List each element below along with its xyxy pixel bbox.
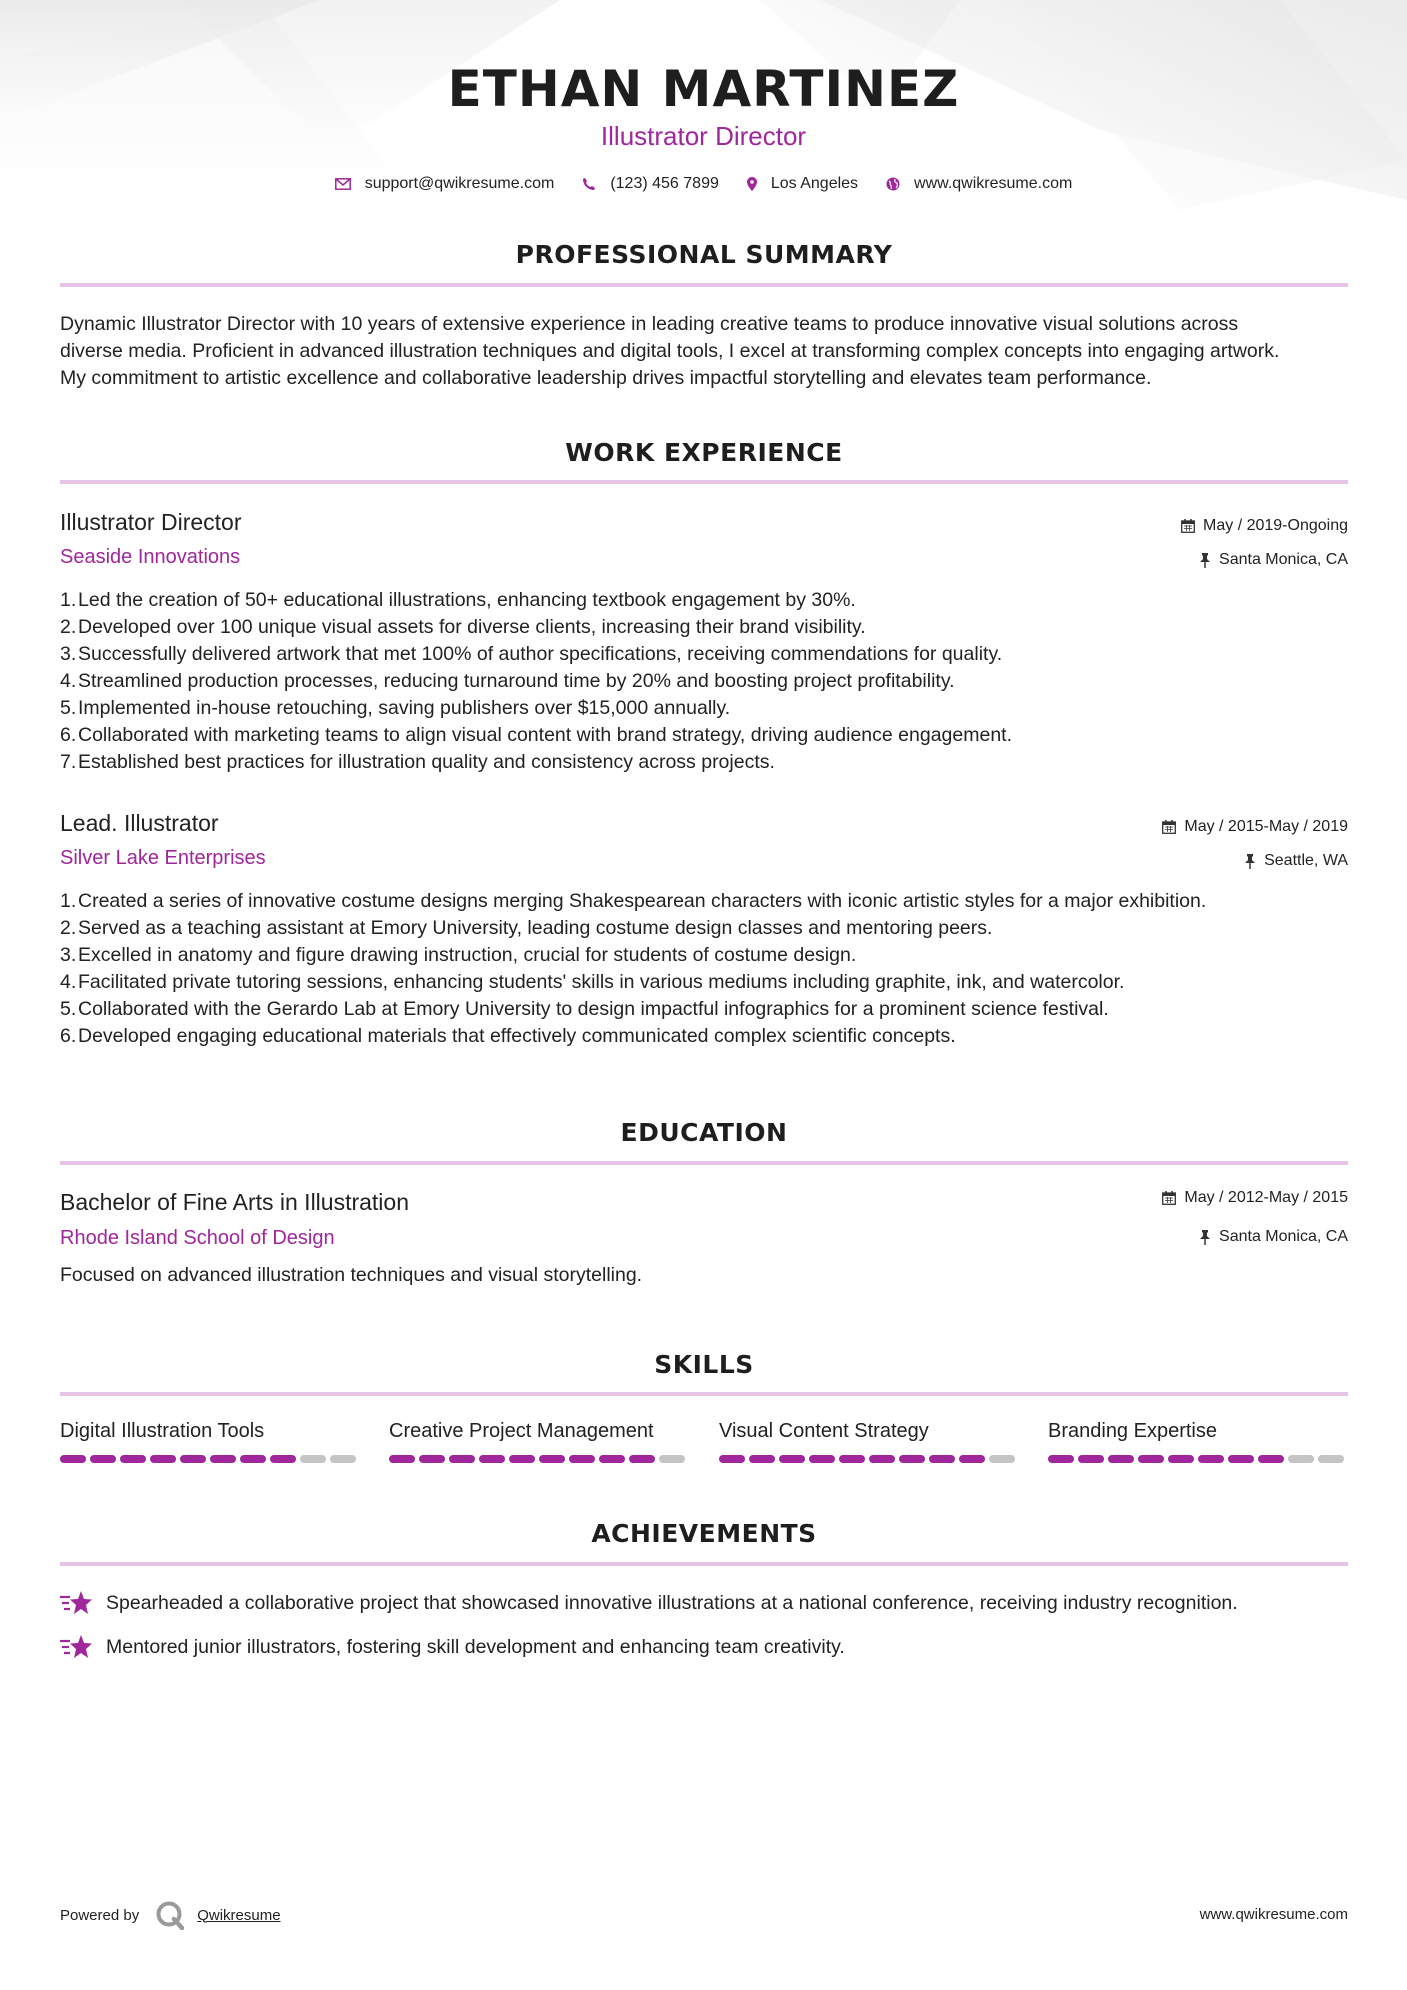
calendar-icon xyxy=(1162,820,1176,834)
skill-segment-filled xyxy=(839,1455,865,1463)
skill-item xyxy=(389,1420,689,1463)
summary-line: My commitment to artistic excellence and collaborative leadership drives impactful storytelling and elevates team performance. xyxy=(60,367,1152,389)
job-location xyxy=(1199,551,1348,569)
skill-name: Branding Expertise xyxy=(1048,1420,1217,1442)
skill-segment-empty xyxy=(300,1455,326,1463)
list-item: 6.Developed engaging educational materials that effectively communicated complex scientific concepts. xyxy=(60,1025,956,1047)
job-role: Lead. Illustrator xyxy=(60,810,219,836)
job-dates-text: May / 2019-Ongoing xyxy=(1203,517,1348,534)
summary-text xyxy=(60,311,1350,392)
skill-segment-empty xyxy=(1288,1455,1314,1463)
education-school: Rhode Island School of Design xyxy=(60,1227,335,1249)
contact-email[interactable] xyxy=(335,175,555,193)
contact-location-text: Los Angeles xyxy=(770,175,859,192)
skill-segment-filled xyxy=(899,1455,925,1463)
skill-segment-filled xyxy=(389,1455,415,1463)
skill-segment-filled xyxy=(749,1455,775,1463)
skills-heading: SKILLS xyxy=(654,1350,754,1379)
skill-segment-filled xyxy=(180,1455,206,1463)
skill-item xyxy=(719,1420,1019,1463)
shooting-star-icon xyxy=(60,1590,92,1616)
list-item: 3.Successfully delivered artwork that met 100% of author specifications, receiving commendations for quality. xyxy=(60,643,1003,665)
skill-name: Visual Content Strategy xyxy=(719,1420,929,1442)
skill-segment-filled xyxy=(959,1455,985,1463)
skill-segment-filled xyxy=(569,1455,595,1463)
skill-segment-filled xyxy=(240,1455,266,1463)
map-pin-icon xyxy=(747,177,757,191)
pushpin-icon xyxy=(1199,1230,1211,1245)
skill-segment-filled xyxy=(120,1455,146,1463)
skill-segment-filled xyxy=(1078,1455,1104,1463)
skill-segment-filled xyxy=(270,1455,296,1463)
skill-segment-filled xyxy=(449,1455,475,1463)
job-bullets xyxy=(60,587,1350,776)
skill-segment-filled xyxy=(60,1455,86,1463)
skill-segment-filled xyxy=(509,1455,535,1463)
skill-segment-filled xyxy=(929,1455,955,1463)
education-divider xyxy=(60,1161,1348,1165)
skill-item xyxy=(1048,1420,1348,1463)
skill-segment-filled xyxy=(1228,1455,1254,1463)
list-item: 2.Served as a teaching assistant at Emory University, leading costume design classes and mentoring peers. xyxy=(60,917,993,939)
summary-line: diverse media. Proficient in advanced illustration techniques and digital tools, I excel at transforming complex concepts into engaging artwork. xyxy=(60,340,1280,362)
skill-segment-filled xyxy=(809,1455,835,1463)
skill-segment-filled xyxy=(599,1455,625,1463)
skill-name: Digital Illustration Tools xyxy=(60,1420,265,1442)
skill-segment-filled xyxy=(1048,1455,1074,1463)
achievements-heading: ACHIEVEMENTS xyxy=(591,1519,817,1548)
education-description: Focused on advanced illustration techniques and visual storytelling. xyxy=(60,1264,643,1286)
footer-website-link[interactable]: www.qwikresume.com xyxy=(1199,1906,1348,1923)
list-item: 4.Facilitated private tutoring sessions, enhancing students' skills in various mediums including graphite, ink, and watercolor. xyxy=(60,971,1125,993)
list-item: 2.Developed over 100 unique visual assets for diverse clients, increasing their brand visibility. xyxy=(60,616,866,638)
achievement-text: Spearheaded a collaborative project that showcased innovative illustrations at a national conference, receiving industry recognition. xyxy=(106,1591,1238,1614)
achievement-item xyxy=(60,1590,1238,1616)
candidate-title: Illustrator Director xyxy=(600,121,807,151)
list-item: 1.Created a series of innovative costume designs merging Shakespearean characters with iconic artistic styles for a major exhibition. xyxy=(60,890,1207,912)
calendar-icon xyxy=(1181,519,1195,533)
skill-segment-filled xyxy=(779,1455,805,1463)
list-item: 3.Excelled in anatomy and figure drawing instruction, crucial for students of costume design. xyxy=(60,944,857,966)
education-location-text: Santa Monica, CA xyxy=(1219,1228,1348,1245)
skill-segment-empty xyxy=(989,1455,1015,1463)
summary-line: Dynamic Illustrator Director with 10 years of extensive experience in leading creative teams to produce innovative visual solutions across xyxy=(60,313,1239,335)
skill-segment-filled xyxy=(1168,1455,1194,1463)
list-item: 6.Collaborated with marketing teams to align visual content with brand strategy, driving audience engagement. xyxy=(60,724,1013,746)
skill-item xyxy=(60,1420,360,1463)
skill-segment-filled xyxy=(1258,1455,1284,1463)
skill-segment-filled xyxy=(869,1455,895,1463)
shooting-star-icon xyxy=(60,1634,92,1660)
list-item: 4.Streamlined production processes, reducing turnaround time by 20% and boosting project profitability. xyxy=(60,670,955,692)
job-location-text: Santa Monica, CA xyxy=(1219,551,1348,568)
powered-by-label: Powered by xyxy=(60,1906,140,1924)
contact-location xyxy=(747,175,858,193)
skill-level-bar xyxy=(719,1455,1019,1463)
skill-segment-empty xyxy=(330,1455,356,1463)
skill-segment-filled xyxy=(539,1455,565,1463)
job-dates xyxy=(1181,517,1348,535)
skill-segment-filled xyxy=(419,1455,445,1463)
education-heading: EDUCATION xyxy=(620,1118,788,1147)
skill-segment-filled xyxy=(719,1455,745,1463)
skill-segment-filled xyxy=(210,1455,236,1463)
contact-phone-text: (123) 456 7899 xyxy=(610,175,719,192)
job-bullets xyxy=(60,888,1350,1050)
skill-level-bar xyxy=(60,1455,360,1463)
skill-segment-filled xyxy=(1108,1455,1134,1463)
contact-bar xyxy=(0,175,1407,193)
contact-website-text: www.qwikresume.com xyxy=(914,175,1073,192)
contact-website[interactable] xyxy=(886,175,1072,193)
job-dates xyxy=(1162,818,1348,836)
education-dates-text: May / 2012-May / 2015 xyxy=(1184,1189,1348,1206)
skill-name: Creative Project Management xyxy=(389,1420,654,1442)
qwikresume-link[interactable]: Qwikresume xyxy=(197,1906,281,1924)
skill-segment-filled xyxy=(479,1455,505,1463)
list-item: 5.Collaborated with the Gerardo Lab at Emory University to design impactful infographics for a prominent science festival. xyxy=(60,998,1109,1020)
skill-level-bar xyxy=(1048,1455,1348,1463)
achievement-item xyxy=(60,1634,845,1660)
skill-segment-filled xyxy=(1138,1455,1164,1463)
candidate-name: ETHAN MARTINEZ xyxy=(447,60,960,118)
achievement-text: Mentored junior illustrators, fostering skill development and enhancing team creativity. xyxy=(106,1635,845,1658)
education-location xyxy=(1199,1228,1348,1246)
summary-heading: PROFESSIONAL SUMMARY xyxy=(515,240,893,269)
qwikresume-logo-icon xyxy=(155,1900,185,1930)
skill-segment-empty xyxy=(1318,1455,1344,1463)
list-item: 1.Led the creation of 50+ educational illustrations, enhancing textbook engagement by 30%. xyxy=(60,589,856,611)
job-company: Seaside Innovations xyxy=(60,546,241,568)
skill-segment-empty xyxy=(659,1455,685,1463)
envelope-icon xyxy=(335,178,351,190)
education-dates xyxy=(1162,1189,1348,1207)
skill-level-bar xyxy=(389,1455,689,1463)
skill-segment-filled xyxy=(1198,1455,1224,1463)
summary-divider xyxy=(60,283,1348,287)
footer-powered-by xyxy=(60,1900,281,1930)
skill-segment-filled xyxy=(629,1455,655,1463)
pushpin-icon xyxy=(1244,854,1256,869)
job-location xyxy=(1244,852,1348,870)
list-item: 7.Established best practices for illustration quality and consistency across projects. xyxy=(60,751,775,773)
job-role: Illustrator Director xyxy=(60,509,242,535)
skills-divider xyxy=(60,1392,1348,1396)
skill-segment-filled xyxy=(90,1455,116,1463)
phone-icon xyxy=(582,177,596,191)
job-location-text: Seattle, WA xyxy=(1264,852,1348,869)
globe-icon xyxy=(886,177,900,191)
job-dates-text: May / 2015-May / 2019 xyxy=(1184,818,1348,835)
skill-segment-filled xyxy=(150,1455,176,1463)
education-degree: Bachelor of Fine Arts in Illustration xyxy=(60,1189,409,1215)
list-item: 5.Implemented in-house retouching, saving publishers over $15,000 annually. xyxy=(60,697,731,719)
contact-phone[interactable] xyxy=(582,175,719,193)
job-company: Silver Lake Enterprises xyxy=(60,847,266,869)
experience-heading: WORK EXPERIENCE xyxy=(565,438,843,467)
experience-divider xyxy=(60,480,1348,484)
achievements-divider xyxy=(60,1562,1348,1566)
pushpin-icon xyxy=(1199,553,1211,568)
contact-email-text: support@qwikresume.com xyxy=(364,175,555,192)
calendar-icon xyxy=(1162,1191,1176,1205)
